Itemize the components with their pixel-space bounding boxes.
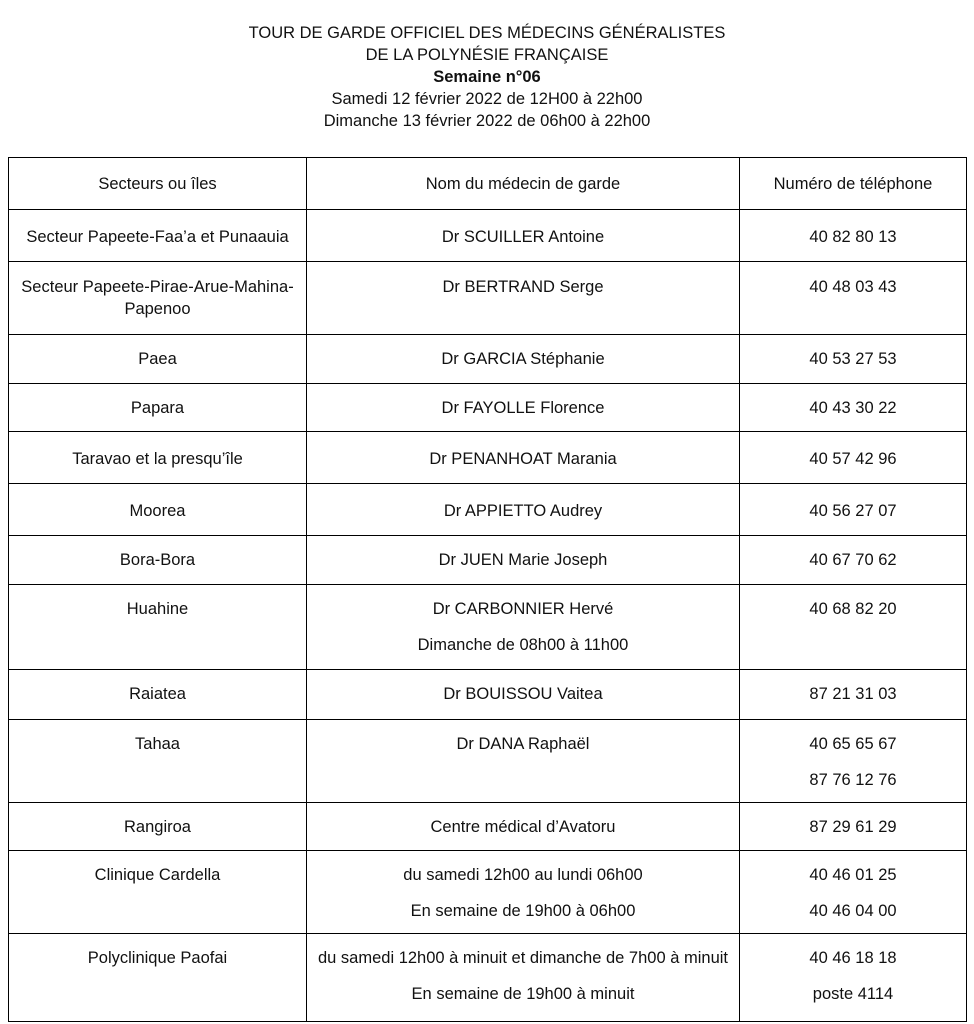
doctor-cell: Dr BOUISSOU Vaitea: [443, 685, 603, 703]
table-header-row: [9, 158, 967, 210]
table-row: [9, 536, 967, 585]
table-row: [9, 432, 967, 484]
phone-number: 40 46 01 25: [809, 866, 897, 884]
table-row: [9, 384, 967, 432]
table-row: [9, 210, 967, 262]
document-title-line1: TOUR DE GARDE OFFICIEL DES MÉDECINS GÉNÉRALISTES: [248, 24, 726, 42]
phone-cell: 40 68 82 20: [809, 600, 897, 618]
schedule-line: du samedi 12h00 au lundi 06h00: [403, 866, 643, 884]
sector-cell: Papara: [130, 399, 185, 417]
doctor-cell: [307, 934, 739, 1005]
column-header-sector: Secteurs ou îles: [9, 158, 307, 210]
column-header-doctor: Nom du médecin de garde: [307, 158, 740, 210]
phone-cell: [740, 851, 966, 922]
phone-cell: 40 43 30 22: [809, 399, 897, 417]
phone-cell: [740, 720, 966, 791]
sector-cell: Tahaa: [135, 735, 180, 753]
table-row: [9, 670, 967, 720]
phone-number-secondary: 87 76 12 76: [809, 771, 897, 789]
phone-cell: 40 82 80 13: [809, 228, 897, 246]
phone-extension: poste 4114: [812, 985, 894, 1003]
column-header-phone: Numéro de téléphone: [740, 158, 967, 210]
phone-cell: 40 56 27 07: [809, 502, 897, 520]
phone-number: 40 46 18 18: [809, 949, 897, 967]
schedule-line: du samedi 12h00 à minuit et dimanche de 7h00 à minuit: [317, 949, 728, 967]
doctor-cell: [307, 851, 739, 922]
schedule-note: En semaine de 19h00 à minuit: [411, 985, 635, 1003]
sector-cell: Huahine: [126, 600, 189, 618]
sector-cell: Moorea: [129, 502, 186, 520]
doctor-cell: Dr APPIETTO Audrey: [443, 502, 603, 520]
table-row: [9, 335, 967, 384]
phone-number-secondary: 40 46 04 00: [809, 902, 897, 920]
sector-cell: Taravao et la presqu’île: [72, 450, 243, 468]
phone-cell: 40 53 27 53: [809, 350, 897, 368]
doctor-cell: Dr GARCIA Stéphanie: [441, 350, 605, 368]
sector-cell: Secteur Papeete-Pirae-Arue-Mahina-Papenoo: [21, 278, 294, 318]
phone-number: 40 65 65 67: [809, 735, 897, 753]
sector-cell: Paea: [138, 350, 177, 368]
sunday-schedule: Dimanche 13 février 2022 de 06h00 à 22h00: [323, 112, 651, 130]
sector-cell: Rangiroa: [124, 818, 191, 836]
document-title-line2: DE LA POLYNÉSIE FRANÇAISE: [365, 46, 609, 64]
table-row: [9, 484, 967, 536]
sector-cell: Polyclinique Paofai: [87, 949, 228, 967]
doctor-cell: Dr DANA Raphaël: [456, 735, 590, 753]
doctor-note: Dimanche de 08h00 à 11h00: [417, 636, 629, 654]
saturday-schedule: Samedi 12 février 2022 de 12H00 à 22h00: [331, 90, 643, 108]
phone-cell: 40 67 70 62: [809, 551, 897, 569]
table-row: [9, 262, 967, 335]
sector-cell: Raiatea: [129, 685, 186, 703]
doctor-cell: Dr SCUILLER Antoine: [441, 228, 605, 246]
doctor-cell: Centre médical d’Avatoru: [430, 818, 616, 836]
sector-cell: Clinique Cardella: [94, 866, 221, 884]
doctor-name: Dr CARBONNIER Hervé: [432, 600, 614, 618]
document-header: [0, 22, 974, 132]
table-row: [9, 934, 967, 1022]
table-row: [9, 585, 967, 670]
phone-cell: 40 48 03 43: [809, 278, 897, 296]
table-row: [9, 803, 967, 851]
week-number: Semaine n°06: [433, 68, 541, 86]
phone-cell: [740, 934, 966, 1005]
sector-cell: Bora-Bora: [119, 551, 196, 569]
on-call-table: [8, 157, 967, 1022]
phone-cell: 87 21 31 03: [809, 685, 897, 703]
table-row: [9, 851, 967, 934]
doctor-cell: Dr FAYOLLE Florence: [441, 399, 605, 417]
doctor-cell: Dr BERTRAND Serge: [442, 278, 604, 296]
doctor-cell: Dr JUEN Marie Joseph: [438, 551, 608, 569]
phone-cell: 87 29 61 29: [809, 818, 897, 836]
phone-cell: 40 57 42 96: [809, 450, 897, 468]
sector-cell: Secteur Papeete-Faa’a et Punaauia: [26, 228, 289, 246]
doctor-cell: Dr PENANHOAT Marania: [429, 450, 617, 468]
table-row: [9, 720, 967, 803]
doctor-cell: [307, 585, 739, 656]
schedule-note: En semaine de 19h00 à 06h00: [410, 902, 636, 920]
